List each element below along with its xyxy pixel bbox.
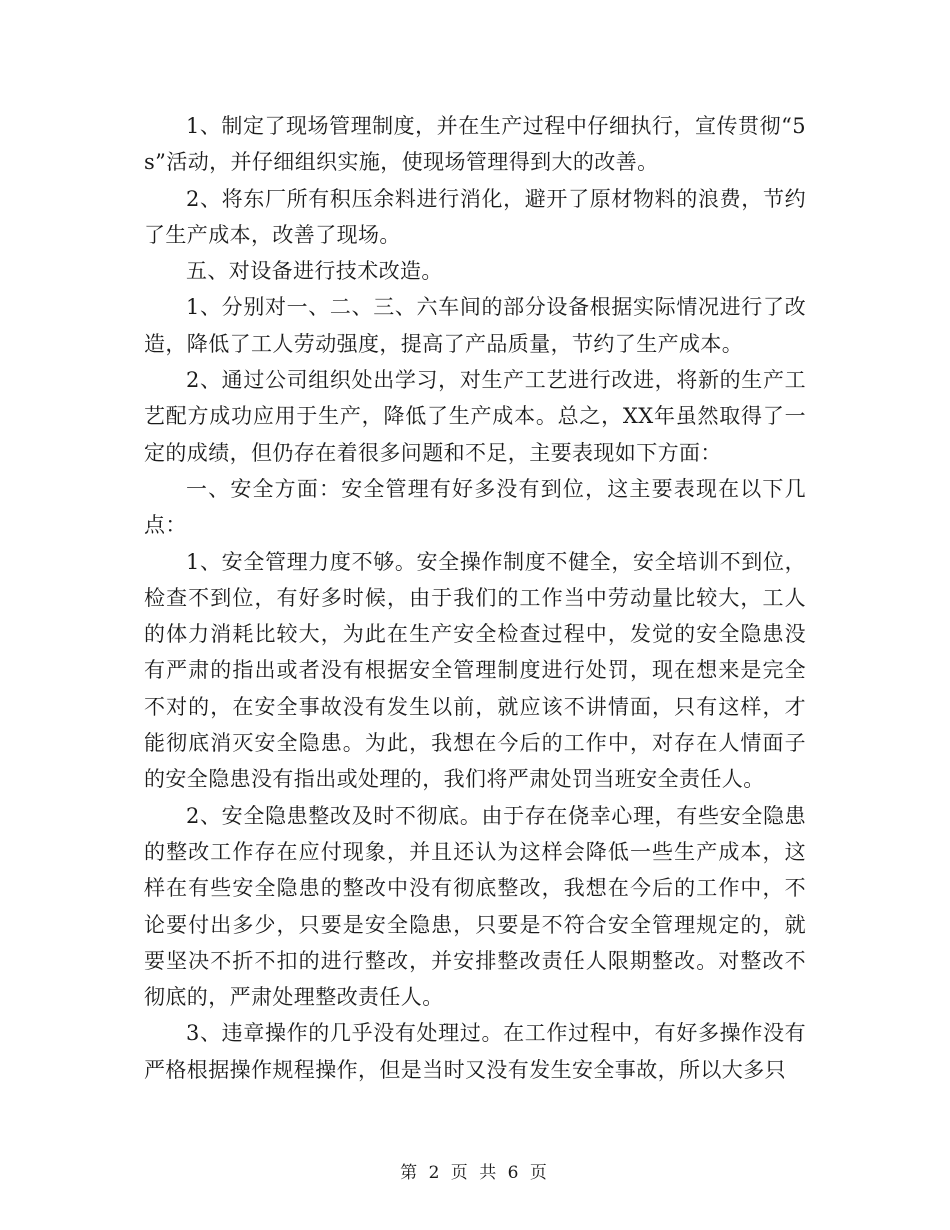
section-heading: 五、对设备进行技术改造。 bbox=[186, 259, 443, 284]
page-number-footer: 第 2 页 共 6 页 bbox=[400, 1163, 550, 1183]
section-heading: 一、安全方面：安全管理有好多没有到位，这主要表现在以下几点： bbox=[144, 476, 806, 538]
paragraph: 2、将东厂所有积压余料进行消化，避开了原材物料的浪费，节约了生产成本，改善了现场。 bbox=[144, 186, 806, 247]
paragraph: 2、通过公司组织处出学习，对生产工艺进行改进，将新的生产工艺配方成功应用于生产，降低了生产成本。总之，XX年虽然取得了一定的成绩，但仍存在着很多问题和不足，主要表现如下方面： bbox=[144, 368, 806, 465]
paragraph: 1、安全管理力度不够。安全操作制度不健全，安全培训不到位，检查不到位，有好多时候，由于我们的工作当中劳动量比较大，工人的体力消耗比较大，为此在生产安全检查过程中，发觉的安全隐患没有严肃的指出或者没有根据安全管理制度进行处罚，现在想来是完全不对的，在安全事故没有发生以前，就应该不讲情面，只有这样，才能彻底消灭安全隐患。为此，我想在今后的工作中，对存在人情面子的安全隐患没有指出或处理的，我们将严肃处罚当班安全责任人。 bbox=[144, 549, 806, 792]
paragraph: 1、分别对一、二、三、六车间的部分设备根据实际情况进行了改造，降低了工人劳动强度，提高了产品质量，节约了生产成本。 bbox=[144, 295, 806, 356]
paragraph: 2、安全隐患整改及时不彻底。由于存在侥幸心理，有些安全隐患的整改工作存在应付现象，并且还认为这样会降低一些生产成本，这样在有些安全隐患的整改中没有彻底整改，我想在今后的工作中，不论要付出多少，只要是安全隐患，只要是不符合安全管理规定的，就要坚决不折不扣的进行整改，并安排整改责任人限期整改。对整改不彻底的，严肃处理整改责任人。 bbox=[144, 803, 806, 1010]
paragraph: 1、制定了现场管理制度，并在生产过程中仔细执行，宣传贯彻“5s”活动，并仔细组织实施，使现场管理得到大的改善。 bbox=[144, 114, 806, 175]
document-body bbox=[144, 108, 806, 1088]
paragraph: 3、违章操作的几乎没有处理过。在工作过程中，有好多操作没有严格根据操作规程操作，但是当时又没有发生安全事故，所以大多只 bbox=[144, 1021, 806, 1082]
